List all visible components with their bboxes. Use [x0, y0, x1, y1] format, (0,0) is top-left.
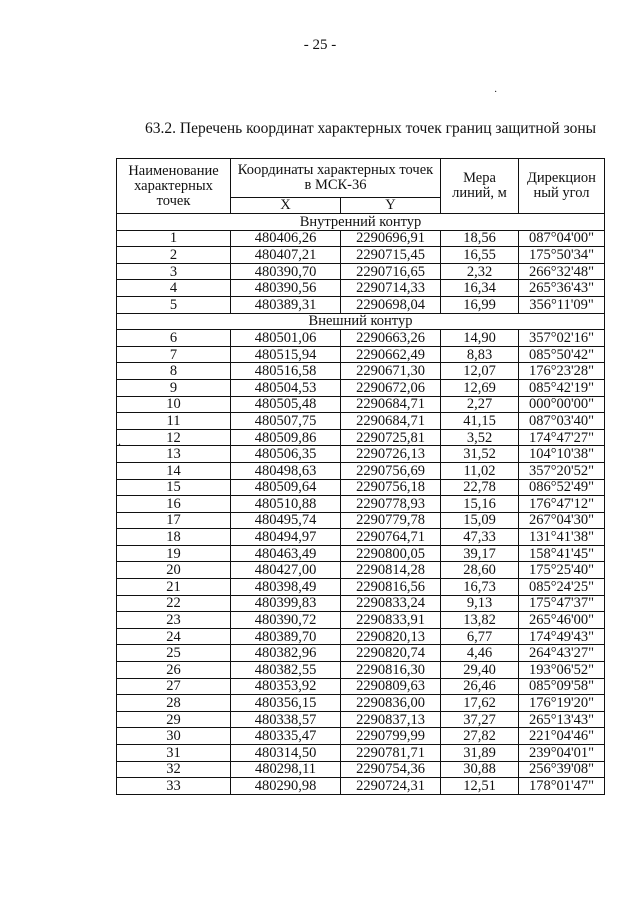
direction-angle: 267°04'30" — [519, 512, 605, 529]
point-number: 23 — [117, 612, 231, 629]
header-direction-angle: Дирекцион ный угол — [519, 159, 605, 214]
coord-x: 480335,47 — [231, 728, 341, 745]
direction-angle: 176°19'20" — [519, 695, 605, 712]
page-title: 63.2. Перечень координат характерных точек границ защитной зоны — [145, 120, 597, 137]
point-number: 5 — [117, 296, 231, 313]
line-length: 28,60 — [441, 562, 519, 579]
coord-y: 2290696,91 — [341, 230, 441, 247]
section-row — [117, 313, 605, 330]
point-number: 4 — [117, 280, 231, 297]
direction-angle: 264°43'27" — [519, 645, 605, 662]
coord-x: 480495,74 — [231, 512, 341, 529]
coord-y: 2290714,33 — [341, 280, 441, 297]
table-row — [117, 628, 605, 645]
coord-x: 480506,35 — [231, 446, 341, 463]
direction-angle: 239°04'01" — [519, 745, 605, 762]
table-row — [117, 346, 605, 363]
coord-y: 2290809,63 — [341, 678, 441, 695]
direction-angle: 087°03'40" — [519, 413, 605, 430]
coord-y: 2290756,69 — [341, 462, 441, 479]
direction-angle: 178°01'47" — [519, 778, 605, 795]
coord-y: 2290800,05 — [341, 545, 441, 562]
coord-y: 2290754,36 — [341, 761, 441, 778]
table-row — [117, 529, 605, 546]
coord-y: 2290698,04 — [341, 296, 441, 313]
stray-mark: . — [118, 434, 121, 448]
point-number: 8 — [117, 363, 231, 380]
table-row — [117, 379, 605, 396]
coord-y: 2290684,71 — [341, 413, 441, 430]
table-row — [117, 778, 605, 795]
line-length: 22,78 — [441, 479, 519, 496]
table-row — [117, 612, 605, 629]
coord-y: 2290816,30 — [341, 662, 441, 679]
direction-angle: 356°11'09" — [519, 296, 605, 313]
coord-x: 480407,21 — [231, 247, 341, 264]
coord-x: 480314,50 — [231, 745, 341, 762]
direction-angle: 085°09'58" — [519, 678, 605, 695]
header-x: X — [231, 198, 341, 214]
table-row — [117, 462, 605, 479]
table-row — [117, 662, 605, 679]
direction-angle: 158°41'45" — [519, 545, 605, 562]
coord-x: 480463,49 — [231, 545, 341, 562]
table-row — [117, 595, 605, 612]
coord-x: 480515,94 — [231, 346, 341, 363]
direction-angle: 174°49'43" — [519, 628, 605, 645]
coord-x: 480390,72 — [231, 612, 341, 629]
line-length: 14,90 — [441, 330, 519, 347]
coord-y: 2290814,28 — [341, 562, 441, 579]
coord-y: 2290820,13 — [341, 628, 441, 645]
coord-x: 480338,57 — [231, 711, 341, 728]
line-length: 15,09 — [441, 512, 519, 529]
direction-angle: 256°39'08" — [519, 761, 605, 778]
coord-y: 2290820,74 — [341, 645, 441, 662]
direction-angle: 357°20'52" — [519, 462, 605, 479]
table-row — [117, 230, 605, 247]
coord-y: 2290837,13 — [341, 711, 441, 728]
point-number: 1 — [117, 230, 231, 247]
coord-x: 480353,92 — [231, 678, 341, 695]
point-number: 13 — [117, 446, 231, 463]
coord-x: 480501,06 — [231, 330, 341, 347]
point-number: 30 — [117, 728, 231, 745]
direction-angle: 104°10'38" — [519, 446, 605, 463]
direction-angle: 265°13'43" — [519, 711, 605, 728]
table-row — [117, 545, 605, 562]
direction-angle: 085°42'19" — [519, 379, 605, 396]
line-length: 30,88 — [441, 761, 519, 778]
coord-y: 2290726,13 — [341, 446, 441, 463]
point-number: 24 — [117, 628, 231, 645]
direction-angle: 087°04'00" — [519, 230, 605, 247]
point-number: 33 — [117, 778, 231, 795]
line-length: 27,82 — [441, 728, 519, 745]
line-length: 12,69 — [441, 379, 519, 396]
table-row — [117, 363, 605, 380]
table-row — [117, 695, 605, 712]
coord-x: 480498,63 — [231, 462, 341, 479]
coord-y: 2290836,00 — [341, 695, 441, 712]
direction-angle: 193°06'52" — [519, 662, 605, 679]
coord-x: 480504,53 — [231, 379, 341, 396]
coord-x: 480427,00 — [231, 562, 341, 579]
point-number: 2 — [117, 247, 231, 264]
direction-angle: 175°25'40" — [519, 562, 605, 579]
line-length: 13,82 — [441, 612, 519, 629]
point-number: 26 — [117, 662, 231, 679]
direction-angle: 175°47'37" — [519, 595, 605, 612]
table-row — [117, 296, 605, 313]
point-number: 7 — [117, 346, 231, 363]
coord-y: 2290684,71 — [341, 396, 441, 413]
table-row — [117, 711, 605, 728]
coord-y: 2290799,99 — [341, 728, 441, 745]
coord-x: 480509,86 — [231, 429, 341, 446]
line-length: 31,89 — [441, 745, 519, 762]
table-row — [117, 247, 605, 264]
coord-x: 480389,70 — [231, 628, 341, 645]
coordinates-table — [116, 158, 605, 795]
point-number: 10 — [117, 396, 231, 413]
direction-angle: 131°41'38" — [519, 529, 605, 546]
direction-angle: 174°47'27" — [519, 429, 605, 446]
coord-y: 2290816,56 — [341, 579, 441, 596]
table-row — [117, 479, 605, 496]
point-number: 15 — [117, 479, 231, 496]
coord-x: 480505,48 — [231, 396, 341, 413]
point-number: 29 — [117, 711, 231, 728]
coord-x: 480399,83 — [231, 595, 341, 612]
line-length: 37,27 — [441, 711, 519, 728]
table-row — [117, 512, 605, 529]
section-title: Внутренний контур — [117, 214, 605, 231]
point-number: 6 — [117, 330, 231, 347]
coord-x: 480509,64 — [231, 479, 341, 496]
table-row — [117, 579, 605, 596]
line-length: 16,99 — [441, 296, 519, 313]
point-number: 32 — [117, 761, 231, 778]
coord-x: 480390,70 — [231, 263, 341, 280]
point-number: 17 — [117, 512, 231, 529]
line-length: 8,83 — [441, 346, 519, 363]
coord-y: 2290715,45 — [341, 247, 441, 264]
header-point-name: Наименование характерных точек — [117, 159, 231, 214]
point-number: 19 — [117, 545, 231, 562]
header-line-length: Мера линий, м — [441, 159, 519, 214]
table-row — [117, 280, 605, 297]
coord-y: 2290778,93 — [341, 496, 441, 513]
line-length: 16,34 — [441, 280, 519, 297]
coord-y: 2290833,24 — [341, 595, 441, 612]
coord-x: 480494,97 — [231, 529, 341, 546]
table-row — [117, 413, 605, 430]
table-body — [117, 214, 605, 795]
table-row — [117, 496, 605, 513]
line-length: 29,40 — [441, 662, 519, 679]
direction-angle: 265°36'43" — [519, 280, 605, 297]
line-length: 6,77 — [441, 628, 519, 645]
coord-x: 480290,98 — [231, 778, 341, 795]
point-number: 3 — [117, 263, 231, 280]
line-length: 17,62 — [441, 695, 519, 712]
line-length: 16,55 — [441, 247, 519, 264]
direction-angle: 085°50'42" — [519, 346, 605, 363]
line-length: 11,02 — [441, 462, 519, 479]
coord-y: 2290671,30 — [341, 363, 441, 380]
coord-x: 480510,88 — [231, 496, 341, 513]
coord-x: 480516,58 — [231, 363, 341, 380]
table-row — [117, 562, 605, 579]
coord-y: 2290833,91 — [341, 612, 441, 629]
table-row — [117, 728, 605, 745]
line-length: 18,56 — [441, 230, 519, 247]
coord-y: 2290662,49 — [341, 346, 441, 363]
coord-y: 2290781,71 — [341, 745, 441, 762]
table-header — [117, 159, 605, 214]
header-y: Y — [341, 198, 441, 214]
point-number: 20 — [117, 562, 231, 579]
coord-y: 2290779,78 — [341, 512, 441, 529]
coord-x: 480398,49 — [231, 579, 341, 596]
line-length: 47,33 — [441, 529, 519, 546]
coord-x: 480507,75 — [231, 413, 341, 430]
line-length: 15,16 — [441, 496, 519, 513]
direction-angle: 357°02'16" — [519, 330, 605, 347]
point-number: 28 — [117, 695, 231, 712]
margin-mark: · — [494, 87, 498, 98]
direction-angle: 000°00'00" — [519, 396, 605, 413]
point-number: 21 — [117, 579, 231, 596]
line-length: 2,27 — [441, 396, 519, 413]
table-row — [117, 396, 605, 413]
coord-x: 480382,55 — [231, 662, 341, 679]
line-length: 4,46 — [441, 645, 519, 662]
table-row — [117, 330, 605, 347]
table-row — [117, 429, 605, 446]
table-row — [117, 745, 605, 762]
section-title: Внешний контур — [117, 313, 605, 330]
direction-angle: 266°32'48" — [519, 263, 605, 280]
coord-x: 480356,15 — [231, 695, 341, 712]
coord-x: 480406,26 — [231, 230, 341, 247]
line-length: 2,32 — [441, 263, 519, 280]
line-length: 12,51 — [441, 778, 519, 795]
point-number: 14 — [117, 462, 231, 479]
table-row — [117, 263, 605, 280]
line-length: 41,15 — [441, 413, 519, 430]
direction-angle: 176°23'28" — [519, 363, 605, 380]
direction-angle: 175°50'34" — [519, 247, 605, 264]
coord-y: 2290725,81 — [341, 429, 441, 446]
coord-x: 480382,96 — [231, 645, 341, 662]
coord-y: 2290756,18 — [341, 479, 441, 496]
point-number: 27 — [117, 678, 231, 695]
point-number: 9 — [117, 379, 231, 396]
coord-x: 480390,56 — [231, 280, 341, 297]
coord-y: 2290663,26 — [341, 330, 441, 347]
direction-angle: 085°24'25" — [519, 579, 605, 596]
coord-y: 2290672,06 — [341, 379, 441, 396]
coord-x: 480298,11 — [231, 761, 341, 778]
line-length: 12,07 — [441, 363, 519, 380]
coord-y: 2290724,31 — [341, 778, 441, 795]
direction-angle: 176°47'12" — [519, 496, 605, 513]
direction-angle: 221°04'46" — [519, 728, 605, 745]
line-length: 31,52 — [441, 446, 519, 463]
table-row — [117, 446, 605, 463]
direction-angle: 086°52'49" — [519, 479, 605, 496]
section-row — [117, 214, 605, 231]
header-coordinates: Координаты характерных точек в МСК-36 — [231, 159, 441, 198]
line-length: 39,17 — [441, 545, 519, 562]
point-number: 16 — [117, 496, 231, 513]
coord-y: 2290716,65 — [341, 263, 441, 280]
line-length: 26,46 — [441, 678, 519, 695]
table-row — [117, 678, 605, 695]
point-number: 25 — [117, 645, 231, 662]
point-number: 18 — [117, 529, 231, 546]
table-row — [117, 645, 605, 662]
point-number: 12 — [117, 429, 231, 446]
page-number: - 25 - — [303, 37, 337, 53]
line-length: 16,73 — [441, 579, 519, 596]
point-number: 31 — [117, 745, 231, 762]
point-number: 22 — [117, 595, 231, 612]
line-length: 9,13 — [441, 595, 519, 612]
coord-x: 480389,31 — [231, 296, 341, 313]
point-number: 11 — [117, 413, 231, 430]
coord-y: 2290764,71 — [341, 529, 441, 546]
line-length: 3,52 — [441, 429, 519, 446]
table-row — [117, 761, 605, 778]
direction-angle: 265°46'00" — [519, 612, 605, 629]
